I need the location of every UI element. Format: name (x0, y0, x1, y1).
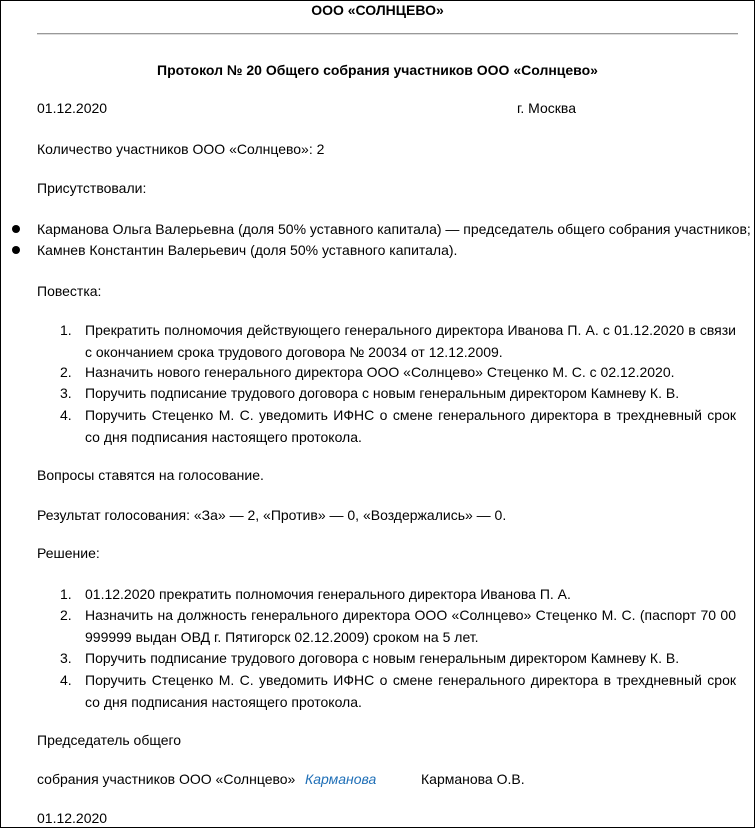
document-date: 01.12.2020 (37, 100, 108, 116)
participants-count: Количество участников ООО «Солнцево»: 2 (37, 141, 325, 157)
decision-item: 01.12.2020 прекратить полномочия генерального директора Иванова П. А. (85, 586, 571, 602)
decision-number: 3. (60, 650, 72, 666)
decision-item: Поручить подписание трудового договора с новым генеральным директором Камневу К. В. (85, 650, 680, 666)
present-item: Карманова Ольга Валерьевна (доля 50% уставного капитала) — председатель общего собрания участников; (37, 221, 751, 237)
present-label: Присутствовали: (37, 180, 147, 196)
vote-note: Вопросы ставятся на голосование. (37, 467, 264, 483)
agenda-item: Поручить Стеценко М. С. уведомить ИФНС о смене генерального директора в трехдневный срок со дня подписания настоящего протокола. (85, 407, 736, 445)
chair-title-line1: Председатель общего (37, 732, 182, 748)
vote-result: Результат голосования: «За» — 2, «Против» — 0, «Воздержались» — 0. (37, 507, 507, 523)
agenda-number: 3. (60, 385, 72, 401)
agenda-item: Поручить подписание трудового договора с новым генеральным директором Камневу К. В. (85, 385, 680, 401)
chair-name: Карманова О.В. (421, 771, 525, 787)
header-divider (37, 33, 738, 34)
decision-number: 2. (60, 607, 72, 623)
decision-label: Решение: (37, 545, 100, 561)
present-item: Камнев Константин Валерьевич (доля 50% уставного капитала). (37, 242, 458, 258)
bullet-marker (12, 246, 20, 254)
document-title: Протокол № 20 Общего собрания участников ООО «Солнцево» (157, 62, 598, 78)
chair-signature: Карманова (305, 771, 377, 787)
agenda-number: 2. (60, 364, 72, 380)
agenda-number: 4. (60, 407, 72, 423)
decision-item: Поручить Стеценко М. С. уведомить ИФНС о смене генерального директора в трехдневный срок со дня подписания настоящего протокола. (85, 672, 736, 710)
decision-item: Назначить на должность генерального директора ООО «Солнцево» Стеценко М. С. (паспорт 70 00 999999 выдан ОВД г. Пятигорск 02.12.2009) сроком на 5 лет. (85, 607, 736, 645)
sign-date: 01.12.2020 (37, 810, 108, 826)
decision-number: 1. (60, 586, 72, 602)
company-header: ООО «СОЛНЦЕВО» (311, 2, 444, 18)
document-city: г. Москва (517, 100, 576, 116)
agenda-label: Повестка: (37, 283, 102, 299)
agenda-item: Назначить нового генерального директора ООО «Солнцево» Стеценко М. С. с 02.12.2020. (85, 364, 675, 380)
bullet-marker (12, 225, 20, 233)
decision-number: 4. (60, 672, 72, 688)
chair-title-line2: собрания участников ООО «Солнцево» (37, 771, 296, 787)
agenda-number: 1. (60, 322, 72, 338)
agenda-item: Прекратить полномочия действующего генерального директора Иванова П. А. с 01.12.2020 в связи с окончанием срока трудового договора № 20034 от 12.12.2009. (85, 322, 736, 360)
